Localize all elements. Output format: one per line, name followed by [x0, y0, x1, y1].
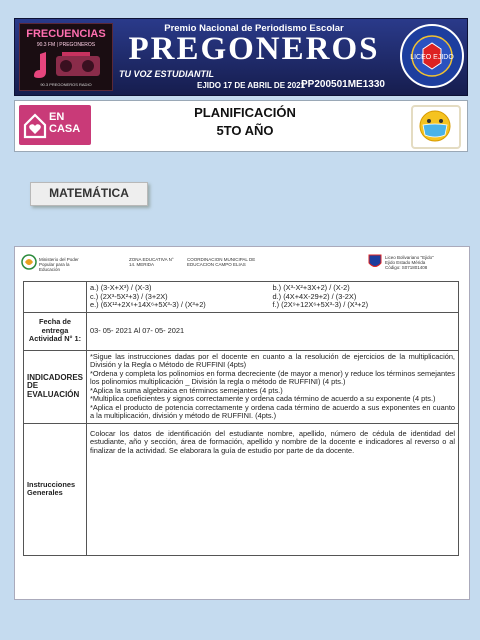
- indicator-item: *Sigue las instrucciones dadas por el docente en cuanto a la resolución de ejercicios de la multiplicación, División y la Regla o Método de RUFFINI (4pts): [90, 351, 455, 369]
- delivery-label: Fecha de entrega Actividad N° 1:: [24, 312, 87, 350]
- liceo-crest-icon: [367, 253, 383, 271]
- en-casa-line1: EN: [49, 111, 65, 123]
- exercise-b: b.) (X³-X²+3X+2) / (X-2): [272, 283, 350, 292]
- issue-code: PP200501ME1330: [301, 79, 385, 90]
- table-row: [24, 350, 459, 423]
- exercise-e: e.) (6X¹²+2X⁶+14X⁶+5X³-3) / (X³+2): [90, 300, 206, 309]
- newspaper-title: PREGONEROS: [128, 31, 380, 67]
- zona-educativa: ZONA EDUCATIVA N° 14. MERIDA: [129, 257, 174, 267]
- indicator-item: *Aplica la suma algebraica en términos semejantes (4 pts.): [90, 385, 283, 395]
- mask-emoji-frame: [411, 105, 461, 149]
- ministry-logo-icon: [21, 253, 37, 271]
- exercise-a: a.) (3-X+X³) / (X-3): [90, 283, 152, 292]
- coordinacion-municipal: COORDINACION MUNICIPAL DE EDUCACION CAMPO ELIAS: [187, 257, 256, 267]
- table-row: [24, 312, 459, 350]
- en-casa-logo: [19, 105, 91, 145]
- delivery-dates: 03- 05- 2021 Al 07- 05- 2021: [87, 312, 459, 350]
- music-note-icon: [26, 48, 106, 80]
- school-emblem-icon: [399, 21, 465, 91]
- radio-logo: [19, 23, 113, 91]
- house-heart-icon: [22, 111, 48, 139]
- planning-document: [14, 246, 470, 600]
- ministry-name: Ministerio del Poder Popular para la Educación: [39, 257, 79, 272]
- subject-label-box: [30, 182, 148, 206]
- radio-logo-footer: 90.3 PREGONEROS RADIO: [40, 82, 92, 87]
- planning-title: PLANIFICACIÓN: [194, 105, 296, 120]
- exercise-c: c.) (2X³-5X²+3) / (3+2X): [90, 291, 168, 301]
- radio-logo-subtitle: 90.3 FM | PREGONEROS: [36, 42, 96, 48]
- indicator-item: *Aplica el producto de potencia correctamente y ordena cada término de acuerdo a sus exponentes en cuanto a la multiplicación, división y método de RUFFINI. (4pts.): [90, 402, 455, 420]
- liceo-code: Código: S071801408: [385, 265, 428, 270]
- subject-label: MATEMÁTICA: [49, 186, 129, 200]
- instructions-label: Instrucciones Generales: [24, 423, 87, 555]
- indicator-item: *Multiplica coeficientes y signos correctamente y ordena cada término de acuerdo a su exponente (4 pts.): [90, 394, 436, 403]
- planning-table: [23, 281, 459, 556]
- liceo-name: Liceo Bolivariano "Ejido": [385, 255, 434, 260]
- planning-grade: 5TO AÑO: [216, 123, 274, 138]
- indicators-label: INDICADORES DE EVALUACIÓN: [24, 350, 87, 423]
- table-row: [24, 423, 459, 555]
- radio-logo-title: FRECUENCIAS: [26, 28, 106, 40]
- indicator-item: *Ordena y completa los polinomios en forma decreciente (de mayor a menor) y reduce los términos semejantes los polinomios multiplicación _ División la regla o método de RUFFINI) (4 pts.): [90, 368, 455, 386]
- instructions-text: Colocar los datos de identificación del estudiante nombre, apellido, número de cédula de identidad del estudiante, año y sección, área de formación, apellido y nombre de la docente e indicadores al reverso o al finalizar de la actividad. Se elaborara la guía de estudio por parte de da docente.: [87, 423, 459, 555]
- exercises-cell: [87, 282, 459, 313]
- indicators-cell: [87, 350, 459, 423]
- table-row: [24, 282, 459, 313]
- newspaper-banner: [14, 18, 468, 96]
- en-casa-line2: CASA: [49, 123, 81, 135]
- school-emblem-text: LICEO EJIDO: [410, 54, 454, 61]
- issue-date: EJIDO 17 DE ABRIL DE 2021: [197, 81, 306, 90]
- exercise-d: d.) (4X+4X-29+2) / (3-2X): [272, 291, 357, 301]
- face-mask-icon: [417, 109, 453, 143]
- exercise-f: f.) (2X⁹+12X⁶+5X³-3) / (X³+2): [272, 300, 369, 309]
- tagline: TU VOZ ESTUDIANTIL: [119, 69, 214, 79]
- award-caption: Premio Nacional de Periodismo Escolar: [164, 23, 344, 34]
- liceo-location: Ejido Estado Mérida: [385, 260, 426, 265]
- planning-header: [14, 100, 468, 152]
